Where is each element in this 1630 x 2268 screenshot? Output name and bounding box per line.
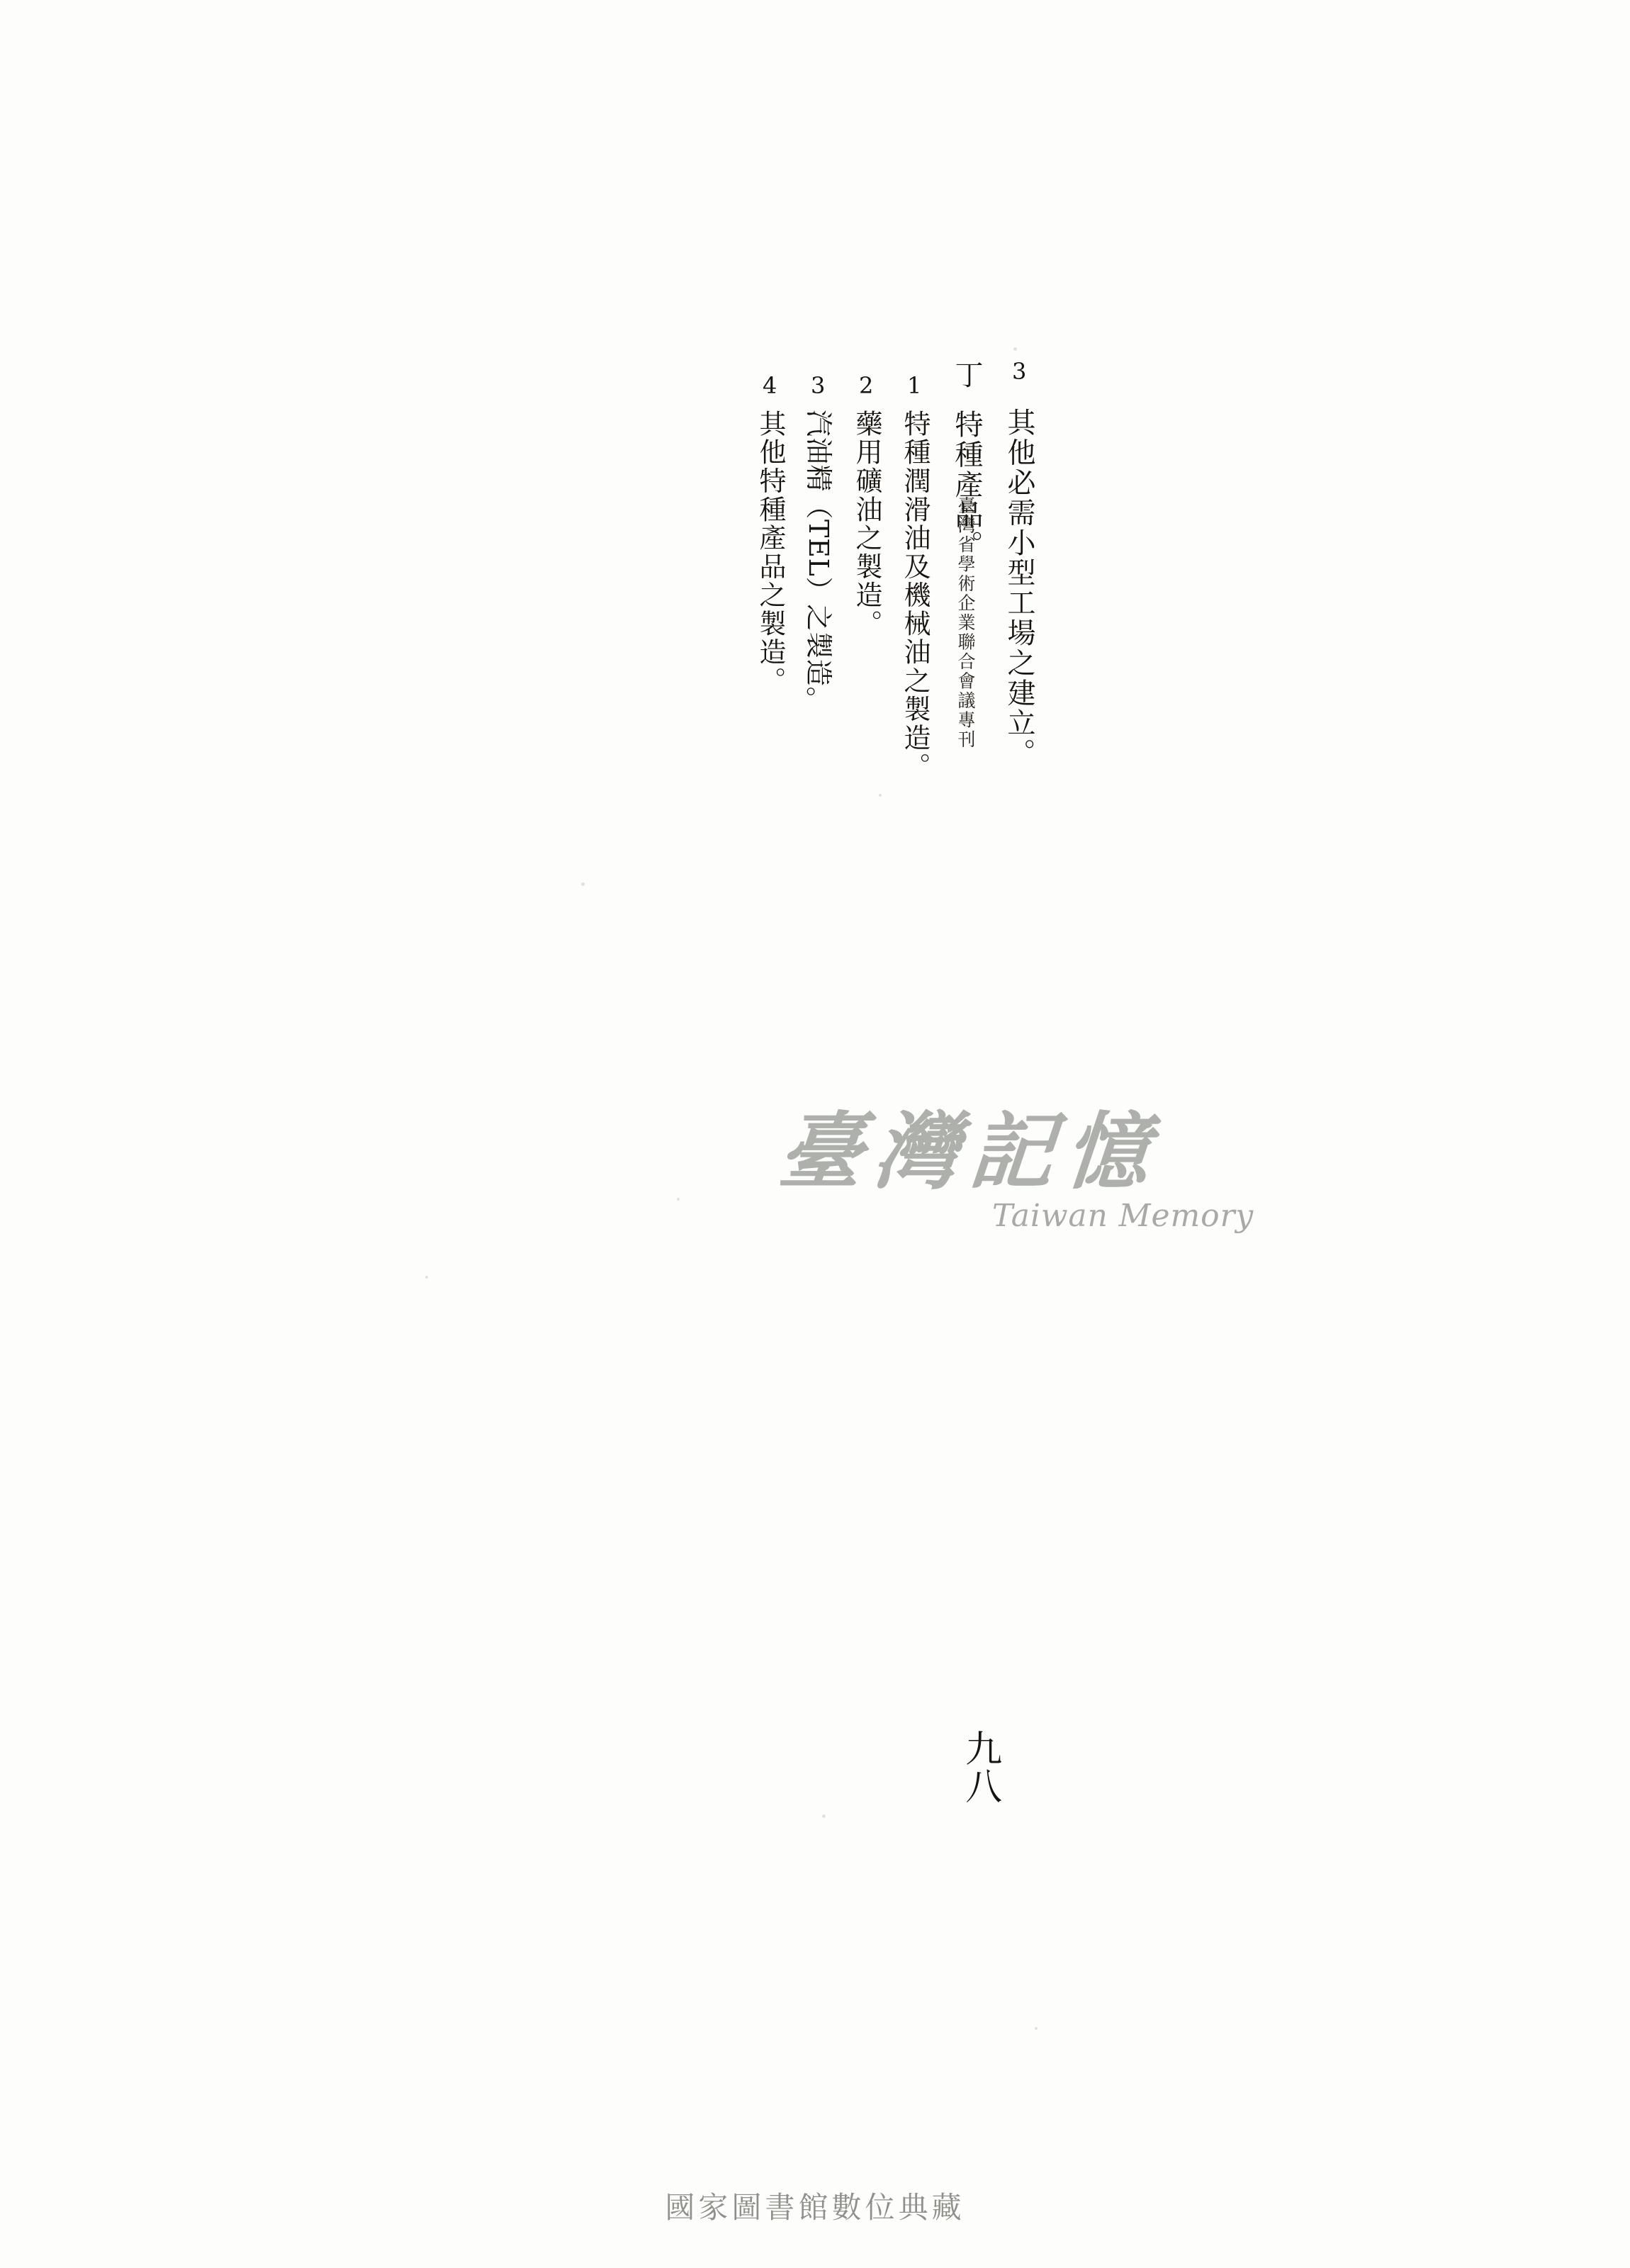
list-item-text: 藥用礦油之製造。 xyxy=(851,410,882,639)
watermark xyxy=(775,1084,1276,1262)
list-item-number: 4 xyxy=(763,372,777,399)
library-stamp: 國家圖書館數位典藏 xyxy=(665,2190,965,2225)
scan-speck xyxy=(1013,347,1017,351)
running-head: 臺灣省學術企業聯合會議專刊 xyxy=(955,496,976,750)
list-item-number: 1 xyxy=(907,372,922,399)
list-item-text: 其他特種產品之製造。 xyxy=(755,410,786,695)
list-item-text: 特種潤滑油及機械油之製造。 xyxy=(899,410,931,781)
page-number: 九八 xyxy=(958,1729,1001,1805)
list-item-number: 丁 xyxy=(950,360,983,391)
list-item-text: 汽油精（TEL）之製造。 xyxy=(803,410,834,714)
list-item-text: 其他必需小型工場之建立。 xyxy=(1003,408,1035,768)
scan-speck xyxy=(425,1276,428,1279)
list-item-number: 3 xyxy=(1012,358,1027,385)
watermark-english: Taiwan Memory xyxy=(992,1198,1254,1234)
scan-speck xyxy=(581,882,585,886)
list-item-number: 3 xyxy=(811,372,826,399)
watermark-chinese: 臺灣記憶 xyxy=(775,1102,1165,1201)
list-item-number: 2 xyxy=(859,372,874,399)
list-item-text: 特種產品。 xyxy=(950,410,983,560)
scan-speck xyxy=(677,1198,680,1201)
document-body xyxy=(755,358,1056,865)
scan-speck xyxy=(822,1814,826,1818)
scan-speck xyxy=(1035,2027,1038,2030)
